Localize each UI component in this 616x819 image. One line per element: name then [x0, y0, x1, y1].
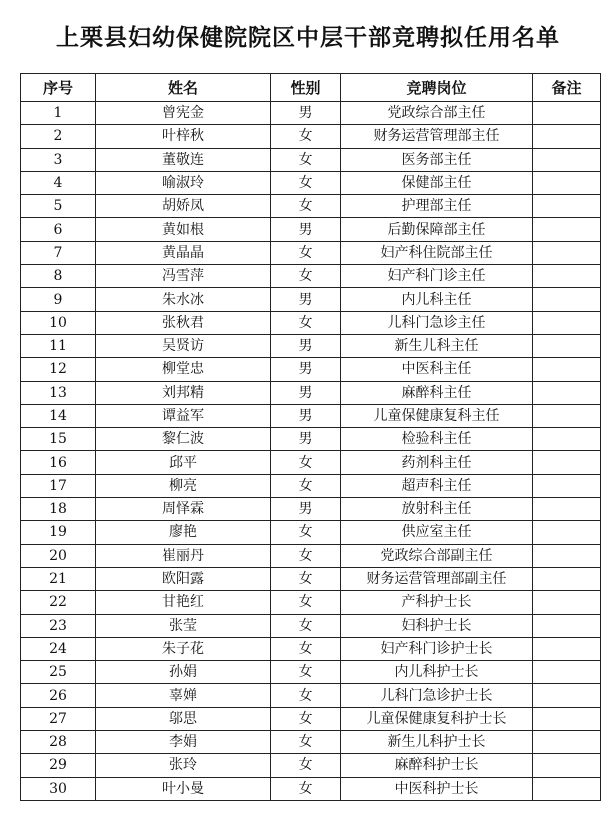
cell-note: [533, 474, 601, 497]
cell-post: 妇产科住院部主任: [341, 241, 533, 264]
cell-note: [533, 707, 601, 730]
cell-name: 廖艳: [96, 521, 271, 544]
cell-no: 24: [21, 637, 96, 660]
cell-no: 28: [21, 731, 96, 754]
cell-post: 中医科护士长: [341, 777, 533, 800]
cell-note: [533, 498, 601, 521]
cell-no: 2: [21, 125, 96, 148]
cell-gender: 女: [271, 544, 341, 567]
cell-name: 吴贤访: [96, 334, 271, 357]
cell-no: 26: [21, 684, 96, 707]
cell-name: 欧阳露: [96, 567, 271, 590]
table-row: [21, 265, 601, 288]
table-row: [21, 754, 601, 777]
cell-name: 李娟: [96, 731, 271, 754]
cell-note: [533, 731, 601, 754]
cell-post: 超声科主任: [341, 474, 533, 497]
cell-note: [533, 428, 601, 451]
cell-name: 曾宪金: [96, 102, 271, 125]
cell-name: 黎仁波: [96, 428, 271, 451]
cell-post: 后勤保障部主任: [341, 218, 533, 241]
cell-no: 15: [21, 428, 96, 451]
cell-post: 妇科护士长: [341, 614, 533, 637]
cell-name: 柳亮: [96, 474, 271, 497]
cell-note: [533, 241, 601, 264]
cell-name: 冯雪萍: [96, 265, 271, 288]
cell-name: 崔丽丹: [96, 544, 271, 567]
cell-name: 张莹: [96, 614, 271, 637]
cell-post: 麻醉科护士长: [341, 754, 533, 777]
table-row: [21, 218, 601, 241]
cell-gender: 女: [271, 684, 341, 707]
cell-no: 20: [21, 544, 96, 567]
cell-gender: 女: [271, 567, 341, 590]
cell-no: 27: [21, 707, 96, 730]
cell-post: 药剂科主任: [341, 451, 533, 474]
cell-name: 黄如根: [96, 218, 271, 241]
table-row: [21, 707, 601, 730]
column-header-note: 备注: [533, 74, 601, 102]
cell-post: 儿科门急诊护士长: [341, 684, 533, 707]
cell-no: 6: [21, 218, 96, 241]
cell-note: [533, 125, 601, 148]
cell-note: [533, 754, 601, 777]
cell-note: [533, 334, 601, 357]
cell-note: [533, 265, 601, 288]
cell-no: 13: [21, 381, 96, 404]
cell-no: 10: [21, 311, 96, 334]
cell-name: 刘邦精: [96, 381, 271, 404]
column-header-post: 竞聘岗位: [341, 74, 533, 102]
table-row: [21, 614, 601, 637]
cell-gender: 女: [271, 777, 341, 800]
cell-gender: 女: [271, 754, 341, 777]
cell-gender: 男: [271, 428, 341, 451]
cell-post: 党政综合部副主任: [341, 544, 533, 567]
cell-gender: 男: [271, 334, 341, 357]
cell-post: 供应室主任: [341, 521, 533, 544]
cell-post: 内儿科护士长: [341, 661, 533, 684]
cell-no: 19: [21, 521, 96, 544]
cell-post: 护理部主任: [341, 195, 533, 218]
table-row: [21, 404, 601, 427]
cell-post: 妇产科门诊护士长: [341, 637, 533, 660]
cell-note: [533, 171, 601, 194]
table-row: [21, 521, 601, 544]
cell-post: 财务运营管理部主任: [341, 125, 533, 148]
table-row: [21, 591, 601, 614]
cell-gender: 女: [271, 707, 341, 730]
cell-name: 甘艳红: [96, 591, 271, 614]
cell-note: [533, 591, 601, 614]
cell-no: 11: [21, 334, 96, 357]
cell-name: 柳堂忠: [96, 358, 271, 381]
column-header-no: 序号: [21, 74, 96, 102]
cell-no: 23: [21, 614, 96, 637]
table-row: [21, 148, 601, 171]
cell-no: 7: [21, 241, 96, 264]
cell-gender: 女: [271, 171, 341, 194]
table-row: [21, 637, 601, 660]
cell-note: [533, 358, 601, 381]
cell-no: 8: [21, 265, 96, 288]
table-row: [21, 451, 601, 474]
cell-no: 30: [21, 777, 96, 800]
cell-name: 胡娇凤: [96, 195, 271, 218]
cell-note: [533, 288, 601, 311]
column-header-gender: 性别: [271, 74, 341, 102]
table-row: [21, 102, 601, 125]
cell-post: 新生儿科主任: [341, 334, 533, 357]
table-row: [21, 544, 601, 567]
table-header-row: [21, 74, 601, 102]
cell-post: 儿童保健康复科护士长: [341, 707, 533, 730]
column-header-name: 姓名: [96, 74, 271, 102]
appointment-table: [20, 73, 601, 801]
cell-note: [533, 684, 601, 707]
cell-name: 叶梓秋: [96, 125, 271, 148]
cell-name: 张秋君: [96, 311, 271, 334]
cell-gender: 女: [271, 591, 341, 614]
cell-note: [533, 637, 601, 660]
cell-gender: 男: [271, 288, 341, 311]
page-title: 上栗县妇幼保健院院区中层干部竞聘拟任用名单: [56, 25, 560, 51]
table-row: [21, 428, 601, 451]
cell-note: [533, 661, 601, 684]
cell-note: [533, 381, 601, 404]
cell-gender: 女: [271, 614, 341, 637]
cell-name: 叶小曼: [96, 777, 271, 800]
cell-gender: 男: [271, 218, 341, 241]
cell-note: [533, 102, 601, 125]
cell-no: 4: [21, 171, 96, 194]
cell-note: [533, 148, 601, 171]
cell-post: 产科护士长: [341, 591, 533, 614]
cell-no: 17: [21, 474, 96, 497]
table-row: [21, 381, 601, 404]
cell-note: [533, 218, 601, 241]
cell-gender: 女: [271, 661, 341, 684]
cell-note: [533, 195, 601, 218]
cell-post: 中医科主任: [341, 358, 533, 381]
cell-name: 张玲: [96, 754, 271, 777]
cell-gender: 女: [271, 148, 341, 171]
cell-gender: 女: [271, 125, 341, 148]
cell-post: 保健部主任: [341, 171, 533, 194]
cell-gender: 男: [271, 404, 341, 427]
cell-gender: 女: [271, 265, 341, 288]
table-row: [21, 731, 601, 754]
cell-note: [533, 544, 601, 567]
cell-name: 朱水冰: [96, 288, 271, 311]
table-row: [21, 125, 601, 148]
cell-gender: 女: [271, 195, 341, 218]
cell-no: 5: [21, 195, 96, 218]
table-row: [21, 777, 601, 800]
table-row: [21, 334, 601, 357]
cell-gender: 男: [271, 498, 341, 521]
cell-note: [533, 404, 601, 427]
cell-note: [533, 311, 601, 334]
cell-post: 检验科主任: [341, 428, 533, 451]
cell-gender: 女: [271, 311, 341, 334]
table-row: [21, 498, 601, 521]
table-row: [21, 567, 601, 590]
cell-no: 29: [21, 754, 96, 777]
cell-post: 内儿科主任: [341, 288, 533, 311]
cell-no: 18: [21, 498, 96, 521]
table-row: [21, 474, 601, 497]
table-row: [21, 288, 601, 311]
cell-no: 21: [21, 567, 96, 590]
cell-no: 14: [21, 404, 96, 427]
cell-name: 董敬连: [96, 148, 271, 171]
table-row: [21, 358, 601, 381]
cell-note: [533, 777, 601, 800]
cell-name: 谭益军: [96, 404, 271, 427]
cell-note: [533, 451, 601, 474]
table-body: [21, 102, 601, 801]
table-row: [21, 684, 601, 707]
cell-name: 邬思: [96, 707, 271, 730]
cell-name: 喻淑玲: [96, 171, 271, 194]
cell-name: 辜婵: [96, 684, 271, 707]
cell-name: 孙娟: [96, 661, 271, 684]
cell-note: [533, 521, 601, 544]
cell-gender: 男: [271, 381, 341, 404]
cell-gender: 女: [271, 241, 341, 264]
table-row: [21, 171, 601, 194]
cell-note: [533, 614, 601, 637]
cell-no: 3: [21, 148, 96, 171]
cell-no: 12: [21, 358, 96, 381]
cell-post: 儿科门急诊主任: [341, 311, 533, 334]
cell-no: 22: [21, 591, 96, 614]
cell-gender: 女: [271, 637, 341, 660]
cell-name: 邱平: [96, 451, 271, 474]
cell-post: 儿童保健康复科主任: [341, 404, 533, 427]
cell-post: 财务运营管理部副主任: [341, 567, 533, 590]
cell-post: 医务部主任: [341, 148, 533, 171]
cell-no: 9: [21, 288, 96, 311]
cell-name: 黄晶晶: [96, 241, 271, 264]
cell-gender: 女: [271, 731, 341, 754]
cell-no: 25: [21, 661, 96, 684]
cell-post: 放射科主任: [341, 498, 533, 521]
table-row: [21, 661, 601, 684]
cell-post: 党政综合部主任: [341, 102, 533, 125]
cell-gender: 女: [271, 474, 341, 497]
cell-post: 新生儿科护士长: [341, 731, 533, 754]
cell-name: 周怿霖: [96, 498, 271, 521]
table-row: [21, 241, 601, 264]
cell-post: 麻醉科主任: [341, 381, 533, 404]
cell-note: [533, 567, 601, 590]
cell-post: 妇产科门诊主任: [341, 265, 533, 288]
cell-gender: 男: [271, 102, 341, 125]
table-row: [21, 311, 601, 334]
cell-name: 朱子花: [96, 637, 271, 660]
cell-no: 16: [21, 451, 96, 474]
cell-gender: 女: [271, 451, 341, 474]
table-row: [21, 195, 601, 218]
cell-gender: 女: [271, 521, 341, 544]
cell-gender: 男: [271, 358, 341, 381]
cell-no: 1: [21, 102, 96, 125]
